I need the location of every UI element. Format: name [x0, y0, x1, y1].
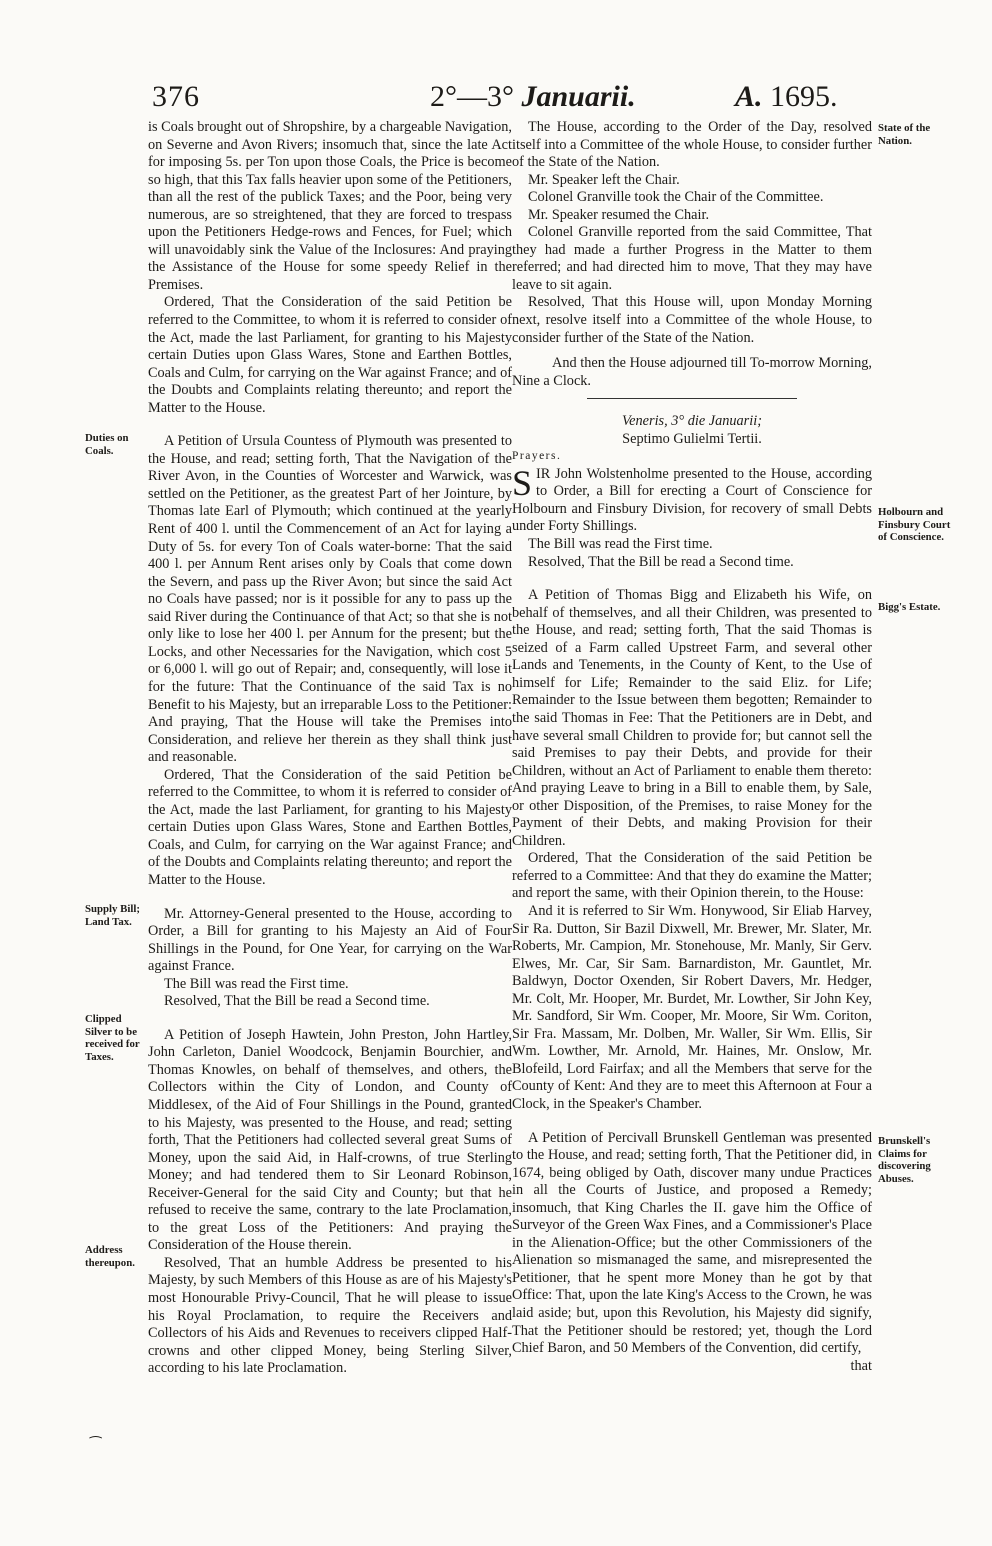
paragraph: Colonel Granville took the Chair of the Committee. — [528, 189, 824, 206]
paragraph: Mr. Speaker resumed the Chair. — [528, 206, 710, 223]
running-date — [430, 80, 636, 114]
paragraph: Resolved, That the Bill be read a Second time. — [164, 993, 430, 1010]
left-column — [148, 119, 512, 1378]
catchword: that — [850, 1357, 872, 1374]
adjournment: And then the House adjourned till To-morrow Morning, Nine a Clock. — [512, 355, 872, 389]
year-value: 1695. — [770, 80, 838, 113]
paragraph: Ordered, That the Consideration of the said Petition be referred to a Committee: And that they do examine the Matter; and report the same, with their Opinion therein, to the House: — [512, 850, 872, 902]
prayers-heading: Prayers. — [512, 450, 562, 463]
paragraph: Colonel Granville reported from the said Committee, That they had made a further Progress in the Matter to them referred; and had directed him to move, That they may have leave to sit again. — [512, 224, 872, 293]
page-number: 376 — [152, 80, 200, 113]
running-year — [735, 80, 838, 114]
margin-note-holbourn: Holbourn and Finsbury Court of Conscience. — [878, 506, 951, 544]
paragraph: Ordered, That the Consideration of the said Petition be referred to the Committee, to whom it is referred to consider of the Act, made the last Parliament, for granting to his Majesty certain Duties upon Glass Wares, Stone and Earthen Bottles, Coals, and Culm, for carrying on the War against France; and of the Doubts and Complaints relating thereunto; and report the Matter to the House. — [148, 766, 512, 888]
day-heading: Veneris, 3° die Januarii; — [622, 413, 762, 430]
paragraph: Resolved, That an humble Address be presented to his Majesty, by such Members of this House as are of his Majesty's most Honourable Privy-Council, That he will please to issue his Royal Proclamation, to require the Receivers and Collectors of his Aids and Revenues to receivers clipped Half-crowns and other clipped Money, being Sterling Silver, according to his late Proclamation. — [148, 1254, 512, 1377]
paragraph: A Petition of Percivall Brunskell Gentleman was presented to the House, and read; setting forth, That the Petitioner did, in 1674, being obliged by Oath, discover many undue Practices in all the Courts of Justice, and proposed a Remedy; insomuch, that King Charles the II. gave him the Office of Surveyor of the Green Wax Fines, and a Commissioner's Place in the Alienation-Office; but the other Commissioners of the Alienation so mismanaged the same, and misrepresented the Petitioner, that he spent more Money than he got by that Office: That, upon the late King's Access to the Crown, he was laid aside; but, upon this Revolution, his Majesty did signify, That the Petitioner should be restored; yet, though the Lord Chief Baron, and 50 Members of the Convention, did certify, — [512, 1129, 872, 1357]
page-header — [0, 80, 992, 120]
paragraph: A Petition of Thomas Bigg and Elizabeth his Wife, on behalf of themselves, and all their Children, was presented to the House, and read; setting forth, That the said Thomas is seized of a Farm called Upstreet Farm, and several other Lands and Tenements, in the County of Kent, to the Use of himself for Life; Remainder to the said Eliz. for Life; Remainder to the Issue between them begotten; Remainder to the said Thomas in Fee: That the Petitioners are in Debt, and have several small Children to provide for; but cannot sell the said Premises to pay their Debts, and provide for their Children, without an Act of Parliament to enable them thereto: And praying Leave to bring in a Bill to enable them, by Sale, or other Disposition, of the Premises, to raise Money for the Payment of their Debts, and making Provision for their Children. — [512, 587, 872, 849]
paragraph: The Bill was read the First time. — [528, 536, 713, 553]
year-prefix: A. — [735, 80, 763, 113]
drop-cap: S — [512, 462, 533, 503]
margin-note-state: State of the Nation. — [878, 122, 931, 147]
paragraph: The House, according to the Order of the Day, resolved itself into a Committee of the whole House, to consider further of the State of the Nation. — [512, 119, 872, 171]
paragraph: A Petition of Joseph Hawtein, John Preston, John Hartley, John Carleton, Daniel Woodcock, Benjamin Bourchier, and Thomas Knowles, on behalf of themselves, and others, the Collectors within the City of London, and County of Middlesex, of the Aid of Four Shillings in the Pound, granted to his Majesty, was presented to the House, and read; setting forth, That the Petitioners had collected several great Sums of Money, upon the said Aid, in Half-crowns, of true Sterling Money; and had tendered them to Sir Leonard Robinson, Receiver-General for the said City and County; but that he refused to receive the same, contrary to the late Proclamation, to the great Loss of the Petitioners: And praying the Consideration of the House therein. — [148, 1026, 512, 1254]
date-prefix: 2°—3° — [430, 80, 514, 113]
paragraph: And it is referred to Sir Wm. Honywood, Sir Eliab Harvey, Sir Ra. Dutton, Sir Bazil Dixwell, Mr. Brewer, Mr. Slater, Mr. Roberts, Mr. Campion, Mr. Stonehouse, Mr. Manly, Sir Gerv. Elwes, Mr. Car, Sir Sam. Barnardiston, Mr. Gauntlet, Mr. Baldwyn, Doctor Oxenden, Sir Robert Davers, Mr. Hedger, Mr. Colt, Mr. Hooper, Mr. Burdet, Mr. Lowther, Sir John Key, Mr. Sandford, Sir Wm. Cooper, Mr. Moore, Sir Wm. Coriton, Sir Fra. Massam, Mr. Dolben, Mr. Waller, Sir Wm. Ellis, Sir Wm. Lowther, Mr. Arnold, Mr. Haines, Mr. Onslow, Mr. Blofeild, Lord Fairfax; and all the Members that serve for the County of Kent: And they are to meet this Afternoon at Four a Clock, in the Speaker's Chamber. — [512, 902, 872, 1112]
date-word: Januarii. — [521, 80, 636, 113]
paragraph: Mr. Attorney-General presented to the House, according to Order, a Bill for granting to his Majesty an Aid of Four Shillings in the Pound, for One Year, for carrying on the War against France. — [148, 905, 512, 975]
paragraph: A Petition of Ursula Countess of Plymouth was presented to the House, and read; setting forth, That the Navigation of the River Avon, in the Counties of Worcester and Warwick, was settled on the Petitioner, as the greatest Part of her Jointure, by Thomas late Earl of Plymouth; which continued at the yearly Rent of 400 l. until the Commencement of an Act for laying a Duty of 5s. for every Ton of Coals water-borne: That the said 400 l. per Annum Rent arises only by Coals that come down the Severn, and pass up the River Avon; but since the said Act no Coals have passed; nor is it possible for any to pass up the said River during the Continuance of that Act; so that she is not only like to lose her 400 l. per Annum for the present; but the Locks, and other Necessaries for the Navigation, which cost 5 or 6,000 l. will go out of Repair; and, consequently, will lose it for the future: That the Continuance of the said Tax is no Benefit to his Majesty, but an irreparable Loss to the Petitioner: And praying, That the House will take the Premises into Consideration, and relieve her therein as they shall think just and reasonable. — [148, 433, 512, 766]
paragraph: Mr. Speaker left the Chair. — [528, 171, 680, 188]
paragraph: SIR John Wolstenholme presented to the House, according to Order, a Bill for erecting a Court of Conscience for Holbourn and Finsbury Division, for recovery of small Debts under Forty Shillings. — [512, 462, 872, 535]
margin-note-supply: Supply Bill; Land Tax. — [85, 903, 140, 928]
paragraph: Resolved, That this House will, upon Monday Morning next, resolve itself into a Committee of the whole House, to consider further of the State of the Nation. — [512, 294, 872, 346]
section-divider — [587, 398, 797, 399]
ink-mark-icon: ⁀ — [90, 1438, 102, 1453]
reign-heading: Septimo Gulielmi Tertii. — [622, 430, 762, 447]
paragraph: The Bill was read the First time. — [164, 975, 349, 992]
margin-note-address: Address thereupon. — [85, 1244, 135, 1269]
paragraph: is Coals brought out of Shropshire, by a chargeable Navigation, on Severne and Avon Rivers; insomuch that, since the late Act for imposing 5s. per Ton upon those Coals, the Price is become so high, that this Tax falls heavier upon some of the Petitioners, than all the rest of the publick Taxes; and the Poor, being very numerous, are so streightened, that they are forced to trespass upon the Petitioners Hedge-rows and Fences, for Fuel; which will unavoidably sink the Value of the Inclosures: And praying the Assistance of the House for some speedy Relief in the Premises. — [148, 119, 512, 293]
margin-note-bigg: Bigg's Estate. — [878, 601, 941, 613]
margin-note-duties: Duties on Coals. — [85, 432, 129, 457]
paragraph: Ordered, That the Consideration of the said Petition be referred to the Committee, to whom it is referred to consider of the Act, made the last Parliament, for granting to his Majesty certain Duties upon Glass Wares, Stone and Earthen Bottles, Coals and Culm, for carrying on the War against France; and of the Doubts and Complaints relating thereunto; and report the Matter to the House. — [148, 294, 512, 416]
margin-note-brunskell: Brunskell's Claims for discovering Abuses. — [878, 1135, 931, 1185]
right-column — [512, 119, 872, 1375]
margin-note-clipped: Clipped Silver to be received for Taxes. — [85, 1013, 140, 1063]
paragraph: Resolved, That the Bill be read a Second time. — [528, 553, 794, 570]
